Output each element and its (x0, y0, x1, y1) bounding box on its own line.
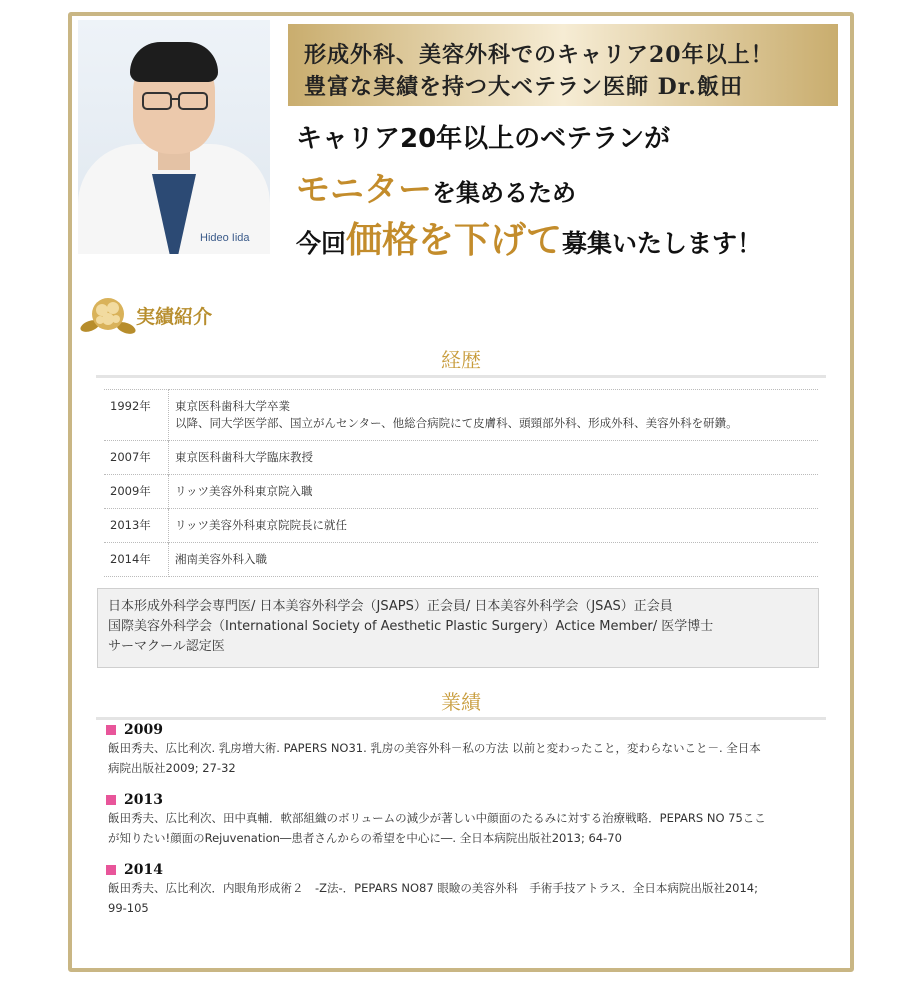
career-year: 2007年 (104, 441, 169, 475)
price-highlight: 価格を下げて (346, 220, 563, 261)
table-row (104, 543, 818, 577)
flower-icon (80, 290, 136, 338)
career-heading-text: 経歴 (441, 348, 481, 372)
gold-banner (288, 24, 838, 106)
career-detail: リッツ美容外科東京院院長に就任 (169, 509, 819, 543)
achievements-heading (96, 686, 826, 714)
publication-item (106, 792, 806, 848)
doctor-photo (78, 20, 270, 254)
publication-year (106, 792, 806, 808)
career-year: 2009年 (104, 475, 169, 509)
publication-year-text: 2009 (124, 722, 163, 738)
publication-line: 飯田秀夫、広比利次．内眼角形成術２ -Z法-．PEPARS NO87 眼瞼の美容外科 手術手技アトラス．全日本病院出版社2014; (108, 881, 758, 895)
career-heading (96, 344, 826, 372)
publication-year (106, 722, 806, 738)
table-row (104, 509, 818, 543)
publication-line: 病院出版社2009; 27-32 (108, 761, 236, 775)
photo-caption: Hideo Iida (200, 232, 250, 244)
section-title (80, 290, 240, 338)
table-row (104, 441, 818, 475)
membership-line: 国際美容外科学会（International Society of Aesthetic Plastic Surgery）Actice Member/ 医学博士 (108, 619, 714, 634)
publication-year-text: 2013 (124, 792, 163, 808)
publication-line: 飯田秀夫、広比利次、田中真輔．軟部組織のボリュームの減少が著しい中顔面のたるみに対する治療戦略．PEPARS NO 75ここ (108, 811, 766, 825)
publication-text (108, 738, 806, 778)
table-row (104, 475, 818, 509)
headline-line-2-rest: を集めるため (432, 179, 576, 207)
monitor-highlight: モニター (296, 170, 432, 210)
career-line: 以降、同大学医学部、国立がんセンター、他総合病院にて皮膚科、頭頸部外科、形成外科、美容外科を研鑽。 (175, 416, 738, 430)
banner-line-1: 形成外科、美容外科でのキャリア20年以上！ (304, 42, 774, 68)
publication-line: 飯田秀夫、広比利次. 乳房増大術. PAPERS NO31. 乳房の美容外科－私の方法 以前と変わったこと，変わらないこと－. 全日本 (108, 741, 761, 755)
publication-year (106, 862, 806, 878)
membership-box (97, 588, 819, 668)
career-detail: リッツ美容外科東京院入職 (169, 475, 819, 509)
headline-line-1: キャリア20年以上のベテランが (296, 124, 671, 154)
headline-line-3 (296, 212, 762, 263)
table-row (104, 390, 818, 441)
membership-line: 日本形成外科学会専門医/ 日本美容外科学会（JSAPS）正会員/ 日本美容外科学会（JSAS）正会員 (108, 599, 673, 614)
career-year: 2013年 (104, 509, 169, 543)
career-year: 2014年 (104, 543, 169, 577)
career-table (104, 389, 818, 577)
pink-square-icon (106, 865, 116, 875)
publication-line: が知りたい!顔面のRejuvenation―患者さんからの希望を中心に―. 全日本病院出版社2013; 64-70 (108, 831, 622, 845)
publication-text (108, 878, 806, 918)
publication-text (108, 808, 806, 848)
achievements-heading-text: 業績 (441, 690, 481, 714)
career-detail (169, 390, 819, 441)
headline-line-3-pre: 今回 (296, 229, 347, 258)
career-detail: 湘南美容外科入職 (169, 543, 819, 577)
career-year: 1992年 (104, 390, 169, 441)
banner-line-2: 豊富な実績を持つ大ベテラン医師 Dr.飯田 (304, 74, 743, 100)
section-title-text: 実績紹介 (136, 306, 213, 328)
publication-item (106, 722, 806, 778)
membership-line: サーマクール認定医 (108, 639, 225, 654)
headline-line-3-rest: 募集いたします！ (562, 229, 763, 258)
career-line: 東京医科歯科大学卒業 (175, 399, 290, 413)
pink-square-icon (106, 725, 116, 735)
publication-year-text: 2014 (124, 862, 163, 878)
career-detail: 東京医科歯科大学臨床教授 (169, 441, 819, 475)
headline-line-2 (296, 162, 576, 211)
publication-item (106, 862, 806, 918)
publication-line: 99-105 (108, 901, 149, 915)
pink-square-icon (106, 795, 116, 805)
